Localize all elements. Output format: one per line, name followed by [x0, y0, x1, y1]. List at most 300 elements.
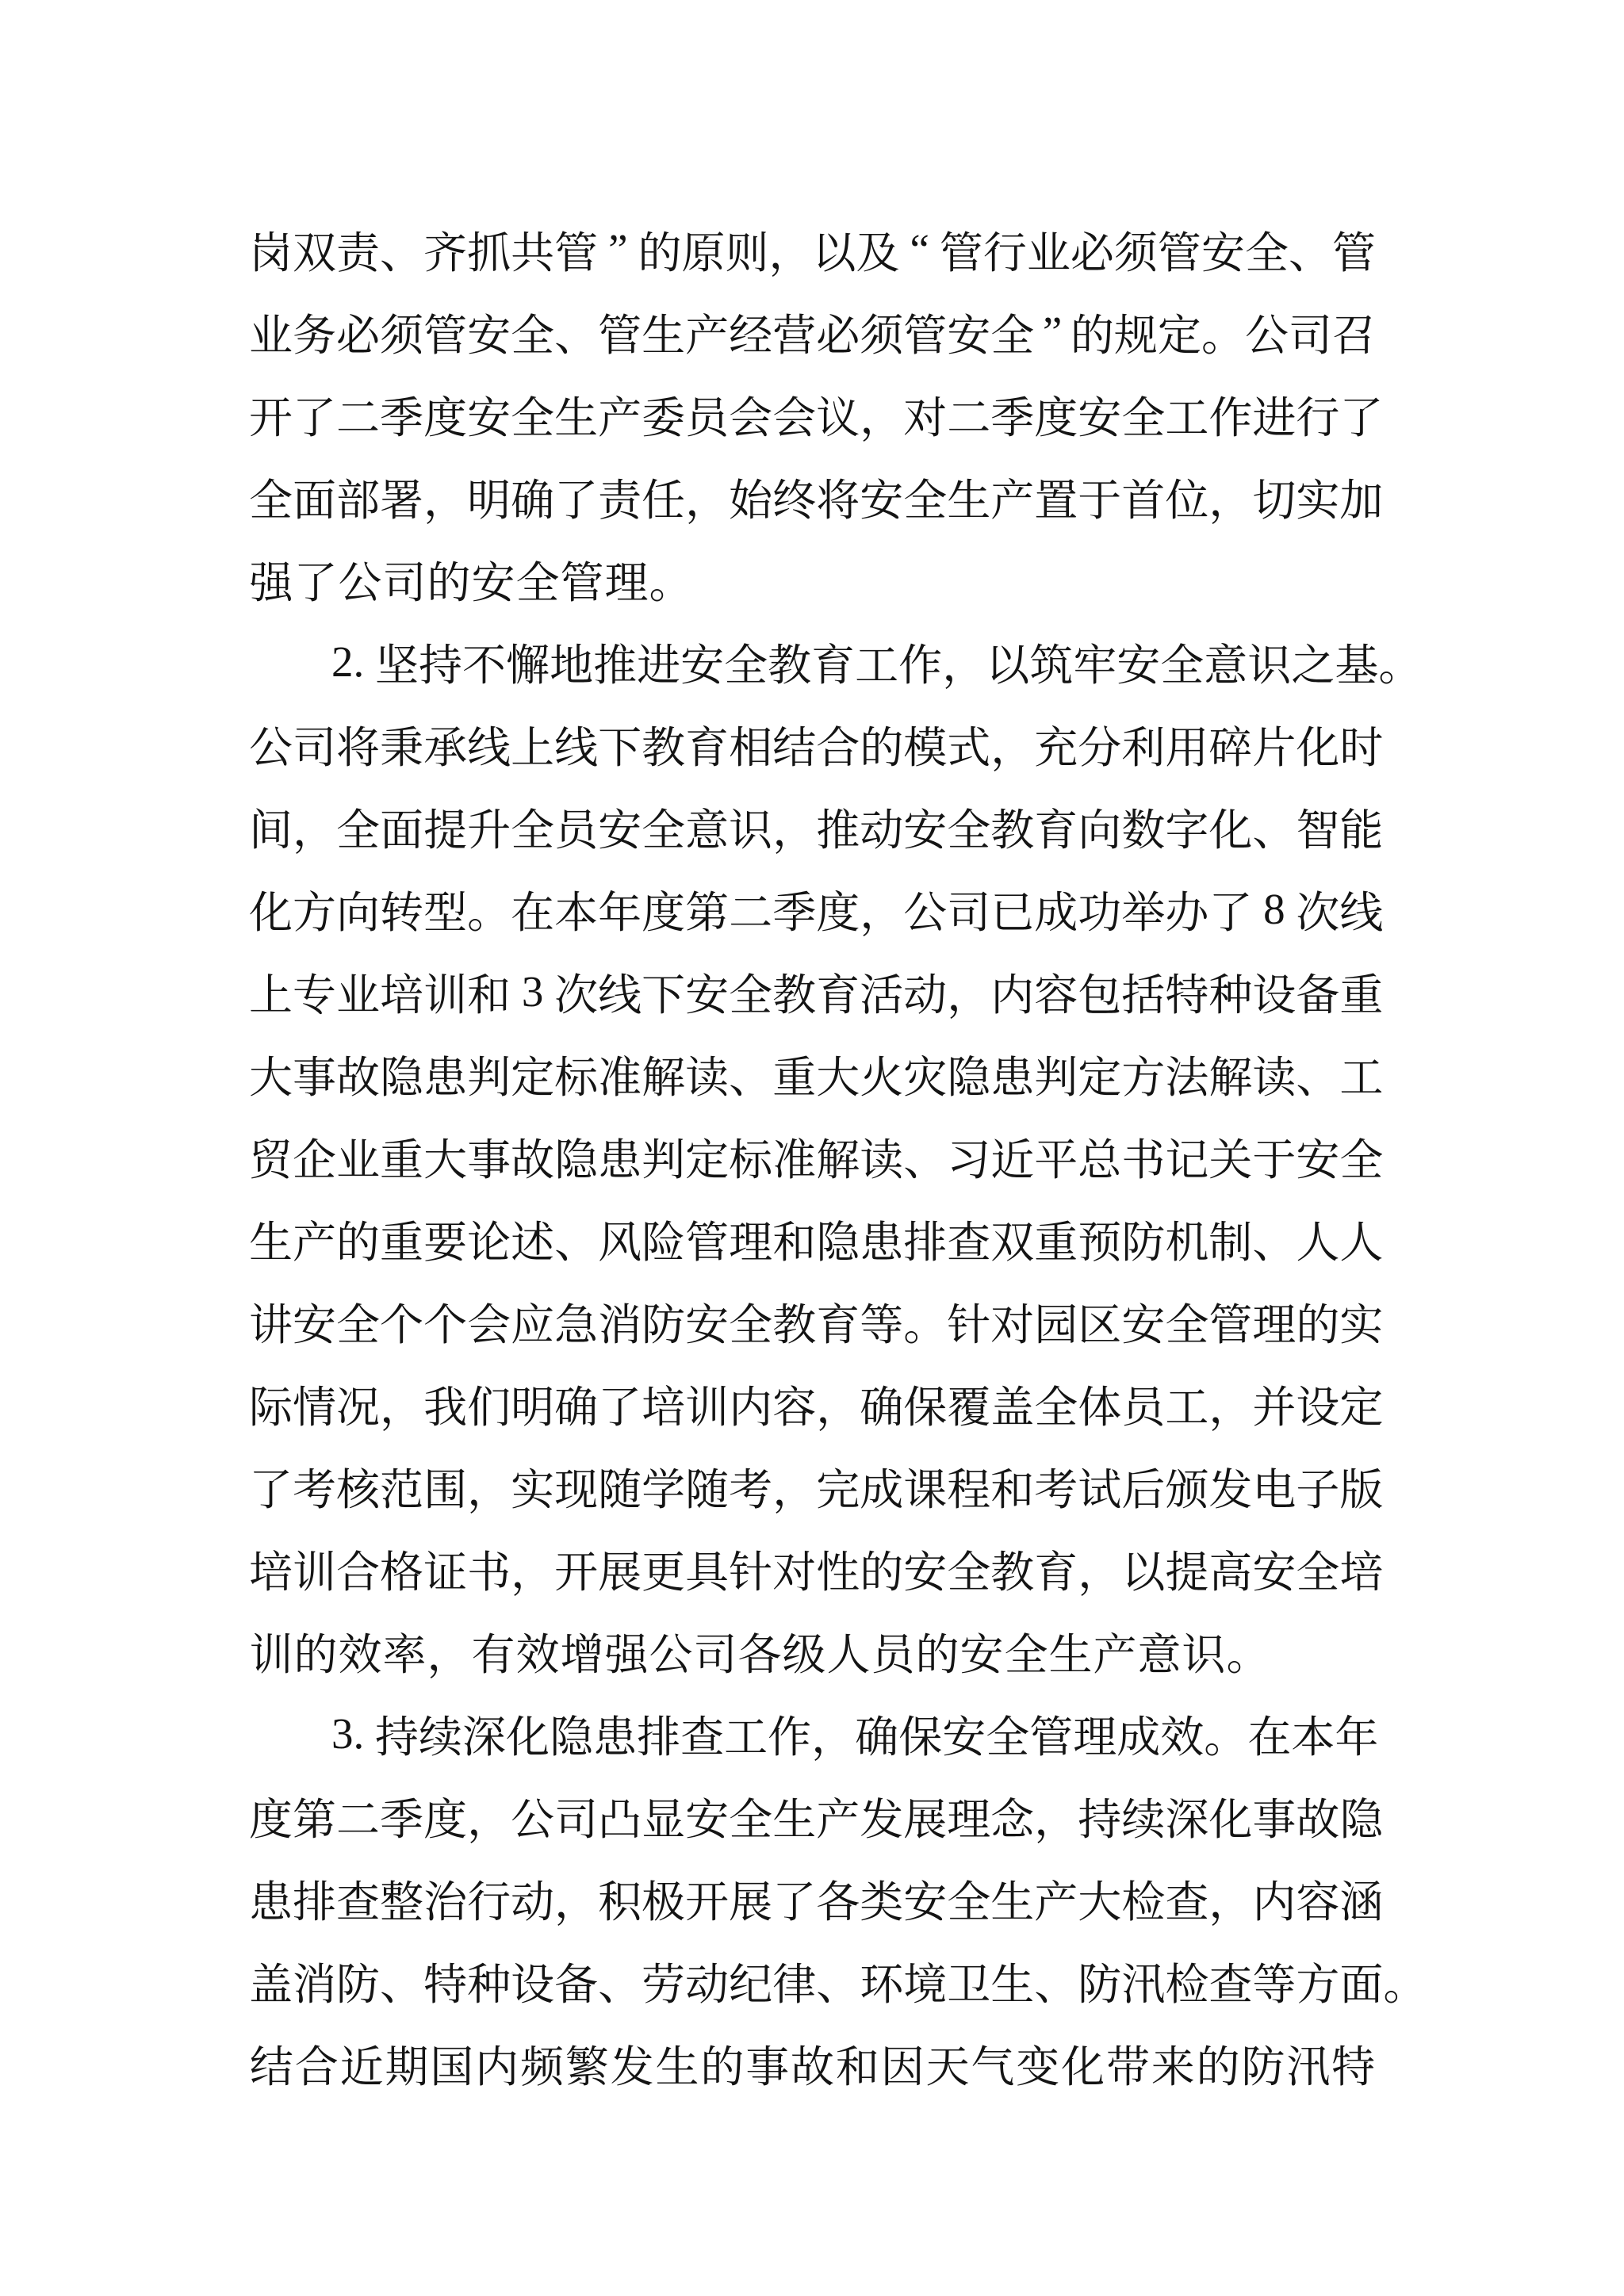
- character: 首: [1121, 476, 1166, 525]
- character: 发: [1208, 1465, 1253, 1514]
- character: 全: [1034, 1383, 1078, 1432]
- character: 全: [336, 1300, 381, 1349]
- character: 括: [1121, 970, 1166, 1020]
- character: 在: [511, 888, 555, 937]
- character: 检: [1165, 1960, 1209, 2009]
- character: 的: [860, 723, 904, 772]
- character: 设: [1296, 1383, 1340, 1432]
- character: 有: [471, 1630, 515, 1679]
- character: 后: [1121, 1465, 1166, 1514]
- character: ，: [947, 970, 991, 1020]
- character: 讲: [249, 1300, 293, 1349]
- character: 业: [336, 1135, 381, 1184]
- character: 全: [249, 476, 293, 525]
- character: 备: [554, 1960, 599, 2009]
- character: 书: [467, 1548, 511, 1597]
- character: 内: [1252, 1877, 1297, 1927]
- character: 卫: [947, 1960, 991, 2009]
- character: 、: [903, 1135, 948, 1184]
- character: 急: [554, 1300, 599, 1349]
- character: 本: [1291, 1712, 1335, 1762]
- text-line: [249, 620, 1423, 702]
- character: 考: [729, 1465, 773, 1514]
- character: 大: [423, 1135, 468, 1184]
- character: 次: [554, 970, 599, 1020]
- character: 确: [860, 1383, 904, 1432]
- character: 汛: [1121, 1960, 1166, 2009]
- character: 安: [860, 476, 904, 525]
- character: 防: [1078, 1960, 1122, 2009]
- character: 在: [1247, 1712, 1292, 1762]
- character: 生: [1048, 1630, 1093, 1679]
- character: 我: [423, 1383, 468, 1432]
- character: 汛: [1286, 2042, 1331, 2091]
- character: 国: [430, 2042, 474, 2091]
- character: ，: [1208, 1383, 1253, 1432]
- character: 训: [423, 970, 468, 1020]
- character: 将: [816, 476, 860, 525]
- character: 事: [745, 2042, 790, 2091]
- character: 事: [467, 1135, 511, 1184]
- character: 电: [1252, 1465, 1297, 1514]
- character: 消: [293, 1960, 337, 2009]
- character: 和: [835, 2042, 879, 2091]
- character: 了: [1208, 888, 1253, 937]
- character: 管: [598, 311, 642, 360]
- character: 智: [1296, 806, 1340, 855]
- character: 查: [680, 1712, 725, 1762]
- character: 事: [1252, 1795, 1297, 1844]
- character: 抓: [467, 228, 511, 277]
- character: 了: [1339, 393, 1384, 442]
- character: 行: [982, 228, 1027, 277]
- character: 公: [338, 558, 382, 607]
- character: 盖: [990, 1383, 1035, 1432]
- character: 公: [1244, 311, 1289, 360]
- character: 大: [249, 1053, 293, 1102]
- character: 定: [1078, 1053, 1122, 1102]
- character: 标: [554, 1053, 599, 1102]
- character: 定: [1157, 311, 1201, 360]
- character: 积: [598, 1877, 642, 1927]
- character: 整: [380, 1877, 424, 1927]
- character: 险: [642, 1218, 686, 1267]
- character: 度: [1034, 393, 1078, 442]
- character: 向: [336, 888, 381, 937]
- character: 产: [598, 393, 642, 442]
- character: 会: [772, 393, 817, 442]
- character: 习: [947, 1135, 991, 1184]
- character: 已: [990, 888, 1035, 937]
- character: 安: [293, 1300, 337, 1349]
- character: 的: [1296, 1300, 1340, 1349]
- character: 动: [903, 970, 948, 1020]
- character: 子: [1296, 1465, 1340, 1514]
- character: 教: [772, 970, 817, 1020]
- character: 筑: [1029, 641, 1074, 690]
- character: 学: [642, 1465, 686, 1514]
- character: [511, 966, 522, 1016]
- character: 二: [336, 393, 381, 442]
- character: 发: [860, 1795, 904, 1844]
- character: 实: [1339, 1300, 1384, 1349]
- character: 、: [554, 311, 599, 360]
- character: 上: [511, 723, 555, 772]
- character: 管: [903, 311, 948, 360]
- character: 、: [1296, 1053, 1340, 1102]
- character: 间: [249, 806, 293, 855]
- character: 度: [423, 393, 468, 442]
- character: 了: [554, 476, 599, 525]
- character: 全: [511, 311, 555, 360]
- character: 理: [604, 558, 649, 607]
- character: 事: [293, 1053, 337, 1102]
- character: 消: [598, 1300, 642, 1349]
- character: 开: [685, 1877, 730, 1927]
- character: 读: [685, 1053, 730, 1102]
- character: ，: [860, 888, 904, 937]
- character: 分: [1078, 723, 1122, 772]
- character: 容: [772, 1383, 817, 1432]
- character: 教: [768, 641, 812, 690]
- character: 管: [1157, 228, 1201, 277]
- character: 续: [419, 1712, 463, 1762]
- character: 线: [554, 723, 599, 772]
- character: 必: [816, 311, 860, 360]
- character: 责: [336, 228, 381, 277]
- character: 盖: [249, 1960, 293, 2009]
- character: 、: [1252, 806, 1297, 855]
- character: 现: [554, 1465, 599, 1514]
- character: 强: [604, 1630, 649, 1679]
- character: 格: [380, 1548, 424, 1597]
- character: 全: [947, 806, 991, 855]
- character: 相: [729, 723, 773, 772]
- character: 述: [511, 1218, 555, 1267]
- text-line: [249, 1032, 1384, 1115]
- character: 等: [860, 1300, 904, 1349]
- character: 安: [947, 311, 991, 360]
- character: 教: [990, 1548, 1035, 1597]
- character: 具: [685, 1548, 730, 1597]
- character: 育: [816, 970, 860, 1020]
- character: ，: [768, 228, 813, 277]
- character: 成: [1034, 888, 1078, 937]
- character: 工: [724, 1712, 768, 1762]
- character: 查: [336, 1877, 381, 1927]
- character: 显: [642, 1795, 686, 1844]
- character: 人: [1339, 1218, 1384, 1267]
- character: 经: [729, 311, 773, 360]
- character: 理: [1073, 1712, 1117, 1762]
- character: 隐: [550, 1712, 594, 1762]
- character: 企: [293, 1135, 337, 1184]
- character: ，: [380, 1383, 424, 1432]
- character: 强: [249, 558, 293, 607]
- character: 功: [1078, 888, 1122, 937]
- character: 教: [772, 1300, 817, 1349]
- character: 原: [681, 228, 726, 277]
- character: 动: [860, 806, 904, 855]
- character: 进: [637, 641, 681, 690]
- character: 确: [554, 1383, 599, 1432]
- character: 生: [554, 393, 599, 442]
- character: 灾: [903, 1053, 948, 1102]
- character: 部: [336, 476, 381, 525]
- character: ，: [685, 476, 730, 525]
- character: 会: [467, 1300, 511, 1349]
- character: 近: [339, 2042, 384, 2091]
- character: 安: [598, 806, 642, 855]
- character: 安: [903, 806, 948, 855]
- character: 区: [1078, 1300, 1122, 1349]
- character: 的: [860, 1548, 904, 1597]
- character: 故: [336, 1053, 381, 1102]
- character: 个: [380, 1300, 424, 1349]
- character: 劳: [642, 1960, 686, 2009]
- character: 季: [772, 888, 817, 937]
- character: 本: [554, 888, 599, 937]
- character: 的: [293, 1630, 338, 1679]
- character: 及: [856, 228, 900, 277]
- character: 。: [1378, 641, 1423, 690]
- character: 。: [467, 888, 511, 937]
- character: 考: [293, 1465, 337, 1514]
- character: 制: [1208, 1218, 1253, 1267]
- character: 于: [1252, 1135, 1297, 1184]
- character: 年: [598, 888, 642, 937]
- character: 记: [1165, 1135, 1209, 1184]
- character: 持: [419, 641, 463, 690]
- character: 面: [293, 476, 337, 525]
- character: 管: [423, 311, 468, 360]
- character: 育: [1034, 806, 1078, 855]
- character: 。: [1383, 1960, 1427, 2009]
- character: 结: [772, 723, 817, 772]
- character: 牢: [1073, 641, 1117, 690]
- character: 产: [816, 1795, 860, 1844]
- character: 、: [380, 1960, 424, 2009]
- character: 园: [1034, 1300, 1078, 1349]
- character: 来: [1151, 2042, 1195, 2091]
- character: 全: [724, 641, 768, 690]
- character: 安: [685, 970, 730, 1020]
- character: 实: [511, 1465, 555, 1514]
- character: 业: [249, 311, 293, 360]
- character: 度: [423, 1795, 468, 1844]
- character: 和: [772, 1218, 817, 1267]
- character: 不: [462, 641, 507, 690]
- text-line: [249, 785, 1384, 867]
- character: 须: [860, 311, 904, 360]
- character: 患: [598, 1135, 642, 1184]
- character: 动: [511, 1877, 555, 1927]
- character: 核: [336, 1465, 381, 1514]
- character: 工: [1165, 1383, 1209, 1432]
- character: 行: [1296, 393, 1340, 442]
- character: 内: [475, 2042, 519, 2091]
- character: ，: [811, 1712, 856, 1762]
- character: 明: [467, 476, 511, 525]
- character: 持: [1078, 1795, 1122, 1844]
- character: 安: [685, 1795, 730, 1844]
- character: 全: [1004, 1630, 1048, 1679]
- character: 的: [638, 228, 682, 277]
- character: 读: [1252, 1053, 1297, 1102]
- character: 基: [1335, 641, 1379, 690]
- character: 会: [729, 393, 773, 442]
- character: 确: [855, 1712, 899, 1762]
- character: 公: [649, 1630, 693, 1679]
- character: 。: [1201, 311, 1245, 360]
- character: 2: [331, 637, 354, 686]
- character: 活: [860, 970, 904, 1020]
- character: 全: [1160, 641, 1205, 690]
- character: 训: [685, 1383, 730, 1432]
- character: 坚: [375, 641, 419, 690]
- character: 季: [990, 393, 1035, 442]
- character: 教: [990, 806, 1035, 855]
- character: 季: [380, 393, 424, 442]
- character: 定: [1339, 1383, 1384, 1432]
- character: 理: [1252, 1300, 1297, 1349]
- character: 安: [1116, 641, 1161, 690]
- character: 全: [642, 806, 686, 855]
- character: 教: [642, 723, 686, 772]
- character: 秉: [380, 723, 424, 772]
- character: 对: [772, 1548, 817, 1597]
- character: 化: [1208, 1795, 1253, 1844]
- character: 生: [947, 476, 991, 525]
- character: 下: [642, 970, 686, 1020]
- character: 全: [511, 393, 555, 442]
- character: 数: [1121, 806, 1166, 855]
- character: 标: [729, 1135, 773, 1184]
- character: 种: [467, 1960, 511, 2009]
- character: 保: [903, 1383, 948, 1432]
- character: 管: [1029, 1712, 1074, 1762]
- text-line: [249, 867, 1384, 950]
- character: .: [353, 637, 365, 686]
- character: 的: [700, 2042, 745, 2091]
- character: 个: [423, 1300, 468, 1349]
- character: 二: [729, 888, 773, 937]
- character: 范: [380, 1465, 424, 1514]
- character: 。: [903, 1300, 948, 1349]
- character: 带: [1105, 2042, 1150, 2091]
- character: 业: [1026, 228, 1071, 277]
- character: 防: [336, 1960, 381, 2009]
- character: 面: [1339, 1960, 1384, 2009]
- character: 效: [515, 1630, 560, 1679]
- character: 终: [772, 476, 817, 525]
- character: ，: [293, 806, 337, 855]
- character: 下: [598, 723, 642, 772]
- character: ，: [772, 806, 817, 855]
- character: 机: [1165, 1218, 1209, 1267]
- character: 各: [737, 1630, 782, 1679]
- character: 续: [1121, 1795, 1166, 1844]
- character: 安: [467, 311, 511, 360]
- character: 充: [1034, 723, 1078, 772]
- character: 准: [772, 1135, 817, 1184]
- character: 治: [423, 1877, 468, 1927]
- character: 双: [990, 1218, 1035, 1267]
- character: 安: [1121, 1300, 1166, 1349]
- character: 营: [772, 311, 817, 360]
- character: 特: [1165, 970, 1209, 1020]
- character: 训: [249, 1630, 293, 1679]
- character: 容: [1034, 970, 1078, 1020]
- character: 深: [1165, 1795, 1209, 1844]
- character: 的: [915, 1630, 959, 1679]
- character: 责: [598, 476, 642, 525]
- character: 隐: [554, 1135, 599, 1184]
- character: 利: [1121, 723, 1166, 772]
- character: 安: [1201, 228, 1245, 277]
- character: 字: [1165, 806, 1209, 855]
- character: 上: [249, 970, 293, 1020]
- character: 程: [947, 1465, 991, 1514]
- character: 频: [519, 2042, 564, 2091]
- character: 的: [336, 1218, 381, 1267]
- character: 碎: [1208, 723, 1253, 772]
- character: 式: [947, 723, 991, 772]
- character: 产: [293, 1218, 337, 1267]
- character: 、: [1034, 1960, 1078, 2009]
- character: 委: [642, 393, 686, 442]
- character: 率: [382, 1630, 427, 1679]
- character: 容: [1296, 1877, 1340, 1927]
- character: 内: [729, 1383, 773, 1432]
- character: ，: [1208, 476, 1253, 525]
- character: 管: [554, 228, 599, 277]
- character: 增: [560, 1630, 604, 1679]
- character: 行: [467, 1877, 511, 1927]
- character: 的: [1196, 2042, 1240, 2091]
- character: 、: [816, 1960, 860, 2009]
- character: 作: [768, 1712, 812, 1762]
- character: 大: [816, 1053, 860, 1102]
- character: 要: [423, 1218, 468, 1267]
- character: 化: [1296, 723, 1340, 772]
- character: 生: [990, 1960, 1035, 2009]
- character: 培: [249, 1548, 293, 1597]
- character: 意: [1204, 641, 1248, 690]
- character: 书: [1121, 1135, 1166, 1184]
- character: 育: [816, 1300, 860, 1349]
- character: 近: [990, 1135, 1035, 1184]
- character: 必: [1070, 228, 1114, 277]
- character: 双: [293, 228, 337, 277]
- character: 患: [423, 1053, 468, 1102]
- character: ，: [1034, 1795, 1078, 1844]
- character: 召: [1331, 311, 1376, 360]
- character: 大: [1078, 1877, 1122, 1927]
- character: 开: [249, 393, 293, 442]
- character: 化: [506, 1712, 550, 1762]
- character: 对: [990, 1300, 1035, 1349]
- character: 公: [249, 723, 293, 772]
- character: 管: [685, 1218, 730, 1267]
- character: 全: [986, 1712, 1030, 1762]
- character: 覆: [947, 1383, 991, 1432]
- character: 全: [729, 970, 773, 1020]
- character: ，: [860, 393, 904, 442]
- text-line: [249, 702, 1384, 785]
- text-line: [249, 1857, 1384, 1939]
- character: 预: [1078, 1218, 1122, 1267]
